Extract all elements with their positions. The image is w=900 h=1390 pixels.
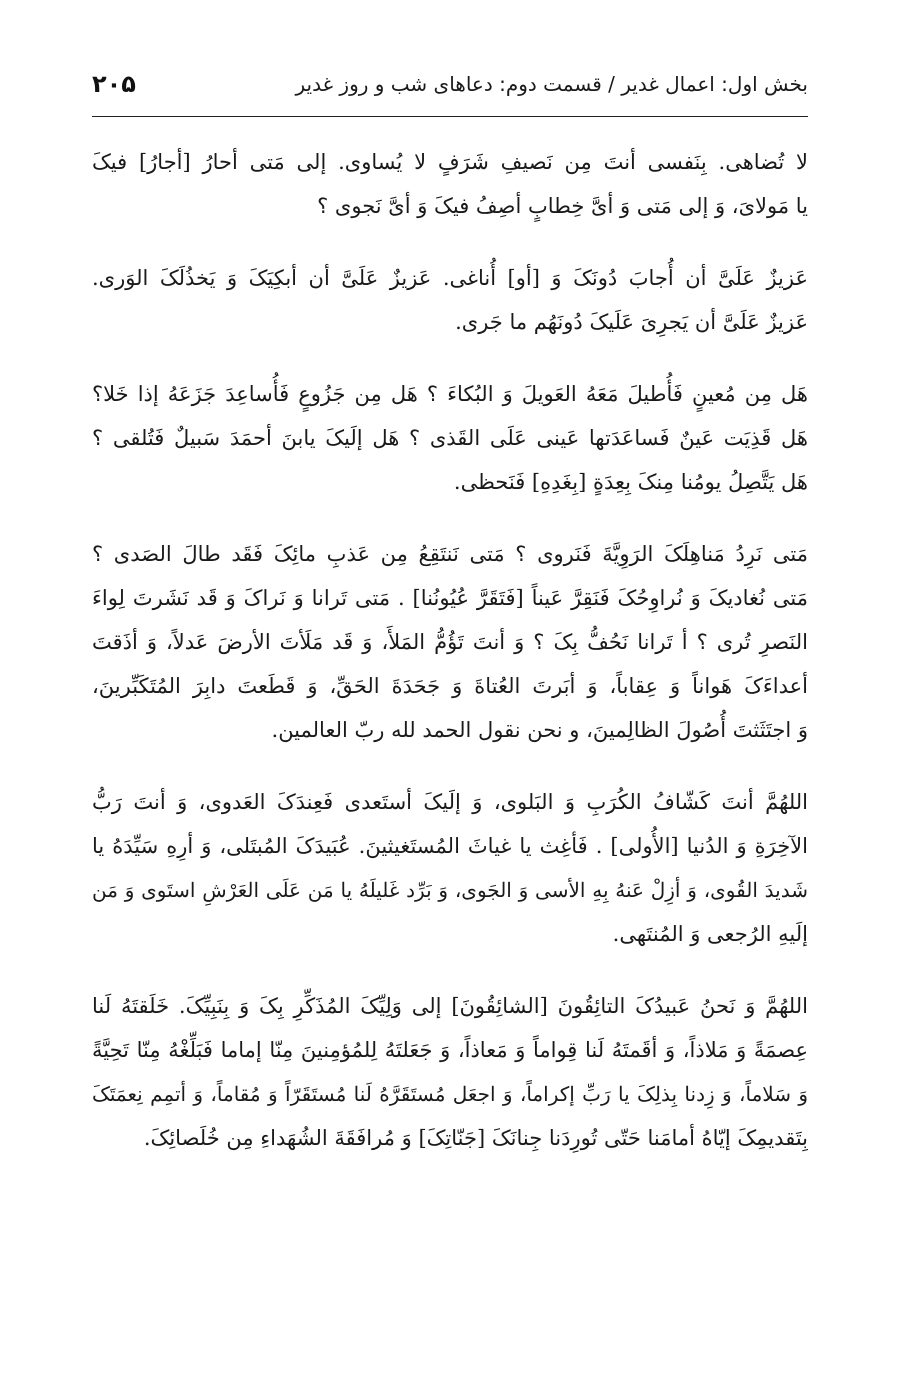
text-line: مَتی نُغادیکَ وَ نُراوِحُکَ فَنَقِرَّ عَیناً [فَتَقَرَّ عُیُونُنا] . مَتی تَرانا وَ نَراکَ وَ قَد نَشَرتَ لِواءَ xyxy=(92,586,808,610)
text-line: النَصرِ تُری ؟ أ تَرانا نَحُفُّ بِکَ ؟ وَ أنتَ تَؤُمُّ المَلأَ، وَ قَد مَلَأتَ الأرضَ عَدلاً، وَ أذَقتَ xyxy=(92,630,808,654)
text-line: یا مَولایَ، وَ إلی مَتی وَ أیَّ خِطابٍ أصِفُ فیکَ وَ أیَّ نَجوی ؟ xyxy=(317,194,808,218)
running-header xyxy=(92,70,808,110)
text-line: الآخِرَةِ وَ الدُنیا [الأُولی] . فَأغِث یا غیاثَ المُستَغیثینَ. عُبَیدَکَ المُبتَلی، وَ أرِهِ سَیِّدَهُ یا xyxy=(92,834,808,858)
text-line: مَتی نَرِدُ مَناهِلَکَ الرَوِیَّةَ فَنَروی ؟ مَتی نَنتَقِعُ مِن عَذبِ مائِکَ فَقَد طالَ الصَدی ؟ xyxy=(92,542,808,566)
text-line: لا تُضاهی. بِنَفسی أنتَ مِن نَصیفِ شَرَفٍ لا یُساوی. إلی مَتی أحارُ [أجارُ] فیکَ xyxy=(92,150,808,174)
text-line: عَزیزٌ عَلَیَّ أن أُجابَ دُونَکَ وَ [أو] أُناغی. عَزیزٌ عَلَیَّ أن أبکِیَکَ وَ یَخذُلَکَ الوَری. xyxy=(92,266,808,290)
paragraph xyxy=(92,780,808,956)
text-line: أعداءَکَ هَواناً وَ عِقاباً، وَ أبَرتَ العُتاةَ وَ جَحَدَةَ الحَقِّ، وَ قَطَعتَ دابِرَ المُتَکَبِّرینَ، xyxy=(92,674,808,698)
text-line: عَزیزٌ عَلَیَّ أن یَجرِیَ عَلَیکَ دُونَهُم ما جَری. xyxy=(455,310,808,334)
paragraph xyxy=(92,532,808,752)
text-line: شَدیدَ القُوی، وَ أزِلْ عَنهُ بِهِ الأسی وَ الجَوی، وَ بَرِّد غَلیلَهُ یا مَن عَلَی العَرْشِ استَوی وَ مَن xyxy=(92,878,808,902)
text-line: اللهُمَّ وَ نَحنُ عَبیدُکَ التائِقُونَ [الشائِقُونَ] إلی وَلِیِّکَ المُذَکِّرِ بِکَ وَ بِنَبِیِّکَ. خَلَقتَهُ لَنا xyxy=(92,994,808,1018)
text-line: عِصمَةً وَ مَلاذاً، وَ أقَمتَهُ لَنا قِواماً وَ مَعاذاً، وَ جَعَلتَهُ لِلمُؤمِنینَ مِنّا إماما فَبَلِّغْهُ مِنّا تَحِیَّةً xyxy=(92,1038,808,1062)
paragraph xyxy=(92,256,808,344)
paragraph xyxy=(92,984,808,1160)
text-line: وَ سَلاماً، وَ زِدنا بِذلِکَ یا رَبِّ إکراماً، وَ اجعَل مُستَقَرَّهُ لَنا مُستَقَرّاً وَ مُقاماً، وَ أتمِم نِعمَتَکَ xyxy=(92,1082,808,1106)
text-line: وَ اجتَثَثتَ أُصُولَ الظالِمینَ، و نحن نقول الحمد لله ربّ العالمین. xyxy=(271,718,808,742)
text-line: هَل قَذِیَت عَینٌ فَساعَدَتها عَینی عَلَی القَذی ؟ هَل إلَیکَ یابنَ أحمَدَ سَبیلٌ فَتُلقی ؟ xyxy=(92,426,808,450)
header-title: بخش اول: اعمال غدیر / قسمت دوم: دعاهای شب و روز غدیر xyxy=(295,72,808,96)
header-divider xyxy=(92,116,808,117)
text-line: اللهُمَّ أنتَ کَشّافُ الکُرَبِ وَ البَلوی، وَ إلَیکَ أستَعدی فَعِندَکَ العَدوی، وَ أنتَ رَبُّ xyxy=(92,790,808,814)
body-text xyxy=(92,140,808,1188)
paragraph xyxy=(92,140,808,228)
page-number: ۲۰۵ xyxy=(92,70,136,98)
text-line: إلَیهِ الرُجعی وَ المُنتَهی. xyxy=(612,922,808,946)
text-line: هَل یَتَّصِلُ یومُنا مِنکَ بِعِدَةٍ [بِغَدِهِ] فَنَحظی. xyxy=(453,470,808,494)
paragraph xyxy=(92,372,808,504)
text-line: هَل مِن مُعینٍ فَأُطیلَ مَعَهُ العَویلَ وَ البُکاءَ ؟ هَل مِن جَزُوعٍ فَأُساعِدَ جَزَعَهُ إذا خَلا؟ xyxy=(92,382,808,406)
text-line: بِتَقدیمِکَ إیّاهُ أمامَنا حَتّی تُورِدَنا جِنانَکَ [جَنّاتِکَ] وَ مُرافَقَةَ الشُهَداءِ مِن خُلَصائِکَ. xyxy=(143,1126,808,1150)
